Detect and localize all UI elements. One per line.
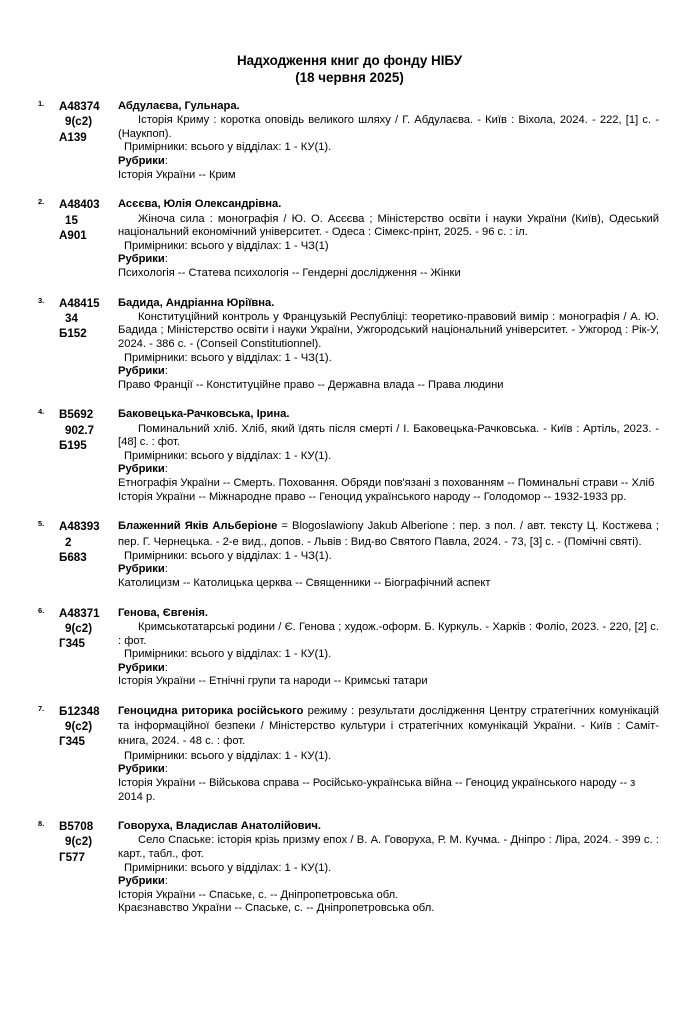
entry-heading — [118, 519, 659, 550]
shelf-mark — [59, 819, 109, 865]
rubric-line: Історія України -- Міжнародне право -- Геноцид українського народу -- Голодомор -- 1932-1933 рр. — [118, 490, 627, 503]
shelf-mark-line: Г345 — [59, 735, 85, 749]
shelf-mark-line: А48393 — [59, 520, 100, 534]
entry-copies: Примірники: всього у відділах: 1 - КУ(1). — [124, 141, 332, 154]
shelf-mark-line: Б12348 — [59, 704, 100, 718]
rubrics-heading — [118, 875, 659, 889]
shelf-mark-line: 9(с2) — [65, 835, 93, 849]
entry-heading — [118, 197, 659, 212]
entry-heading — [118, 99, 659, 114]
catalog-entry — [0, 819, 697, 916]
entry-author-title: Бадида, Андріанна Юріївна. — [118, 296, 275, 309]
entry-number: 6. — [38, 605, 45, 615]
entry-description: Конституційний контроль у Французькій Республіці: теоретико-правовий вимір : монографія / А. Ю. Бадида ; Міністерство освіти і науки України, Ужгородський національний університет. - Ужгород : Рік-У, 2024. - 386 с. - (Conseil Constitutionnel). — [118, 310, 659, 351]
rubrics-label: Рубрики — [118, 563, 165, 576]
rubrics-heading — [118, 662, 659, 676]
entry-copies: Примірники: всього у відділах: 1 - КУ(1). — [124, 861, 332, 874]
entry-number: 7. — [38, 703, 45, 713]
entry-number: 1. — [38, 99, 45, 108]
subtitle-date: (18 червня 2025) — [295, 69, 404, 85]
rubric-line: Історія України -- Етнічні групи та народи -- Кримські татари — [118, 675, 428, 688]
shelf-mark — [59, 519, 109, 565]
entry-author-title: Баковецька-Рачковська, Ірина. — [118, 408, 290, 421]
shelf-mark-line: А901 — [59, 228, 87, 242]
entry-number: 3. — [38, 295, 45, 305]
rubrics-label: Рубрики — [118, 155, 165, 168]
catalog-entry — [0, 296, 697, 393]
entry-heading-continuation: = Blogoslawiony Jakub Alberione : пер. з пол. / авт. тексту Ц. Костжева ; пер. Г. Чернецька. - 2-е вид., допов. - Львів : Вид-во Святого Павла, 2024. - 73, [3] с. - (Помічні святі). — [118, 520, 659, 548]
catalog-entry — [0, 704, 697, 804]
rubrics-heading — [118, 563, 659, 577]
entry-number: 2. — [38, 197, 45, 207]
document-title — [0, 53, 697, 86]
shelf-mark-line: Г345 — [59, 637, 85, 651]
entry-copies: Примірники: всього у відділах: 1 - КУ(1). — [124, 449, 332, 462]
entry-heading — [118, 819, 659, 834]
entry-author-title: Блаженний Яків Альберіоне — [118, 520, 278, 533]
entry-number: 4. — [38, 407, 45, 417]
title-line: Надходження книг до фонду НІБУ — [236, 53, 463, 68]
shelf-mark-line: А48371 — [59, 606, 100, 620]
rubrics-label: Рубрики — [118, 763, 165, 776]
shelf-mark-line: Б195 — [59, 438, 87, 452]
rubrics-label: Рубрики — [118, 253, 165, 266]
rubric-line: Психологія -- Статева психологія -- Гендерні дослідження -- Жінки — [118, 266, 461, 279]
shelf-mark-line: 2 — [65, 535, 72, 549]
rubrics-heading — [118, 365, 659, 379]
rubric-line: Етнографія України -- Смерть. Поховання. Обряди пов'язані з похованням -- Поминальні страви -- Хліб — [118, 477, 655, 490]
entry-copies: Примірники: всього у відділах: 1 - ЧЗ(1). — [124, 351, 332, 364]
entry-body — [118, 99, 659, 182]
entry-body — [118, 296, 659, 393]
shelf-mark-line: 9(с2) — [65, 115, 93, 129]
shelf-mark — [59, 197, 109, 243]
shelf-mark — [59, 296, 109, 342]
catalog-entry — [0, 407, 697, 504]
rubrics-heading — [118, 155, 659, 169]
entry-list — [0, 99, 697, 916]
shelf-mark-line: В5708 — [59, 820, 94, 834]
shelf-mark-line: 902.7 — [65, 423, 95, 437]
entry-copies: Примірники: всього у відділах: 1 - ЧЗ(1). — [124, 549, 332, 562]
shelf-mark — [59, 704, 109, 750]
entry-body — [118, 606, 659, 689]
rubrics-colon: : — [164, 763, 168, 776]
shelf-mark-line: Б152 — [59, 327, 87, 341]
entry-author-title: Геноцидна риторика російського — [118, 704, 304, 717]
rubrics-label: Рубрики — [118, 661, 165, 674]
rubrics-colon: : — [164, 875, 168, 888]
shelf-mark-line: 9(с2) — [65, 621, 93, 635]
entry-body — [118, 704, 659, 804]
shelf-mark — [59, 407, 109, 453]
entry-author-title: Генова, Євгенія. — [118, 606, 208, 619]
entry-number: 5. — [38, 519, 45, 529]
rubrics-colon: : — [164, 563, 168, 576]
entry-copies: Примірники: всього у відділах: 1 - КУ(1). — [124, 648, 332, 661]
entry-body — [118, 197, 659, 280]
catalog-entry — [0, 519, 697, 590]
entry-heading — [118, 606, 659, 621]
rubrics-label: Рубрики — [118, 365, 165, 378]
rubrics-heading — [118, 253, 659, 267]
shelf-mark-line: Б683 — [59, 550, 87, 564]
entry-description: Жіноча сила : монографія / Ю. О. Асєєва ; Міністерство освіти і науки України (Київ), Одеський національний економічний університет. - Одеса : Сімекс-прінт, 2025. - 96 с. : іл. — [118, 212, 659, 239]
entry-copies: Примірники: всього у відділах: 1 - ЧЗ(1) — [124, 239, 329, 252]
shelf-mark-line: В5692 — [59, 408, 94, 422]
entry-description: Історія Криму : коротка оповідь великого шляху / Г. Абдулаєва. - Київ : Віхола, 2024. - 222, [1] с. - (Наукпоп). — [118, 114, 659, 140]
entry-author-title: Абдулаєва, Гульнара. — [118, 100, 240, 112]
rubrics-colon: : — [164, 365, 168, 378]
rubric-line: Історія України -- Крим — [118, 168, 236, 181]
entry-description: Поминальний хліб. Хліб, який їдять після смерті / І. Баковецька-Рачковська. - Київ : Артіль, 2023. - [48] с. : фот. — [118, 422, 659, 449]
rubrics-colon: : — [164, 661, 168, 674]
rubrics-colon: : — [164, 155, 168, 168]
entry-number: 8. — [38, 819, 45, 829]
rubric-line: Краєзнавство України -- Спаське, с. -- Дніпропетровська обл. — [118, 902, 435, 915]
entry-heading — [118, 296, 659, 311]
rubric-line: Історія України -- Військова справа -- Російсько-українська війна -- Геноцид українського народу -- з 2014 р. — [118, 776, 636, 803]
entry-description: Село Спаське: історія крізь призму епох / В. А. Говоруха, Р. М. Кучма. - Дніпро : Ліра, 2024. - 399 с. : карт., табл., фот. — [118, 834, 659, 861]
entry-author-title: Говоруха, Владислав Анатолійович. — [118, 820, 322, 833]
rubrics-heading — [118, 763, 659, 777]
entry-heading — [118, 407, 659, 422]
shelf-mark-line: Г577 — [59, 850, 85, 864]
rubric-line: Католицизм -- Католицька церква -- Священники -- Біографічний аспект — [118, 577, 491, 590]
shelf-mark-line: А139 — [59, 130, 87, 144]
rubrics-colon: : — [164, 463, 168, 476]
catalog-entry — [0, 99, 697, 182]
catalog-entry — [0, 197, 697, 280]
catalog-entry — [0, 606, 697, 689]
rubrics-heading — [118, 463, 659, 477]
entry-copies: Примірники: всього у відділах: 1 - КУ(1). — [124, 749, 332, 762]
entry-heading — [118, 704, 659, 750]
rubrics-colon: : — [164, 253, 168, 266]
entry-author-title: Асєєва, Юлія Олександрівна. — [118, 198, 282, 211]
entry-body — [118, 407, 659, 504]
shelf-mark-line: А48374 — [59, 100, 100, 113]
rubric-line: Історія України -- Спаське, с. -- Дніпропетровська обл. — [118, 888, 399, 901]
shelf-mark — [59, 606, 109, 652]
rubrics-label: Рубрики — [118, 875, 165, 888]
entry-description: Кримськотатарські родини / Є. Генова ; худож.-оформ. Б. Куркуль. - Харків : Фоліо, 2023. - 220, [2] с. : фот. — [118, 620, 659, 647]
rubrics-label: Рубрики — [118, 463, 165, 476]
shelf-mark-line: А48403 — [59, 198, 100, 212]
entry-body — [118, 519, 659, 590]
rubric-line: Право Франції -- Конституційне право -- Державна влада -- Права людини — [118, 378, 504, 391]
shelf-mark-line: 15 — [65, 213, 78, 227]
shelf-mark-line: А48415 — [59, 296, 100, 310]
entry-heading-continuation: режиму : результати дослідження Центру стратегічних комунікацій та інформаційної безпеки / Міністерство культури і стратегічних комунікацій України. - Київ : Саміт-книга, 2024. - 48 с. : фот. — [118, 704, 660, 748]
entry-body — [118, 819, 659, 916]
shelf-mark-line: 9(с2) — [65, 720, 93, 734]
shelf-mark — [59, 99, 109, 145]
shelf-mark-line: 34 — [65, 311, 78, 325]
